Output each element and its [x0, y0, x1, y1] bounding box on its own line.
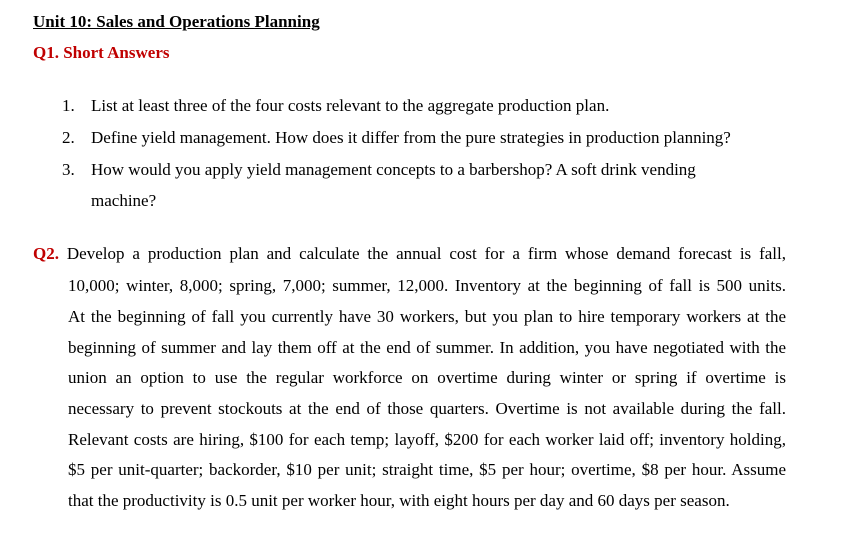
unit-title: Unit 10: Sales and Operations Planning: [33, 12, 320, 31]
list-item-text: machine?: [91, 191, 157, 210]
list-item-text: Define yield management. How does it differ from the pure strategies in production planning?: [91, 128, 731, 147]
q2-line-text: Develop a production plan and calculate the annual cost for a firm whose demand forecast is fall,: [58, 244, 786, 263]
q2-line: 10,000; winter, 8,000; spring, 7,000; summer, 12,000. Inventory at the beginning of fall is 500 units.: [68, 276, 786, 295]
q2-line: Relevant costs are hiring, $100 for each temp; layoff, $200 for each worker laid off; inventory holding,: [68, 430, 786, 449]
list-item-text: How would you apply yield management concepts to a barbershop? A soft drink vending: [91, 160, 696, 179]
list-item-text: List at least three of the four costs relevant to the aggregate production plan.: [91, 96, 610, 115]
q2-line: beginning of summer and lay them off at the end of summer. In addition, you have negotiated with the: [68, 338, 786, 357]
q2-line: $5 per unit-quarter; backorder, $10 per unit; straight time, $5 per hour; overtime, $8 per hour. Assume: [68, 460, 786, 479]
list-item-number: 1.: [62, 96, 75, 115]
q2-line: necessary to prevent stockouts at the end of those quarters. Overtime is not available during the fall.: [68, 399, 786, 418]
q2-line: that the productivity is 0.5 unit per worker hour, with eight hours per day and 60 days per season.: [68, 491, 730, 510]
list-item-number: 2.: [62, 128, 75, 147]
q2-line: union an option to use the regular workforce on overtime during winter or spring if overtime is: [68, 368, 786, 387]
q2-line: At the beginning of fall you currently have 30 workers, but you plan to hire temporary workers at the: [68, 307, 786, 326]
list-item-number: 3.: [62, 160, 75, 179]
q2-line: [33, 244, 786, 264]
q2-label: Q2.: [33, 244, 59, 263]
q1-heading: Q1. Short Answers: [33, 43, 170, 62]
